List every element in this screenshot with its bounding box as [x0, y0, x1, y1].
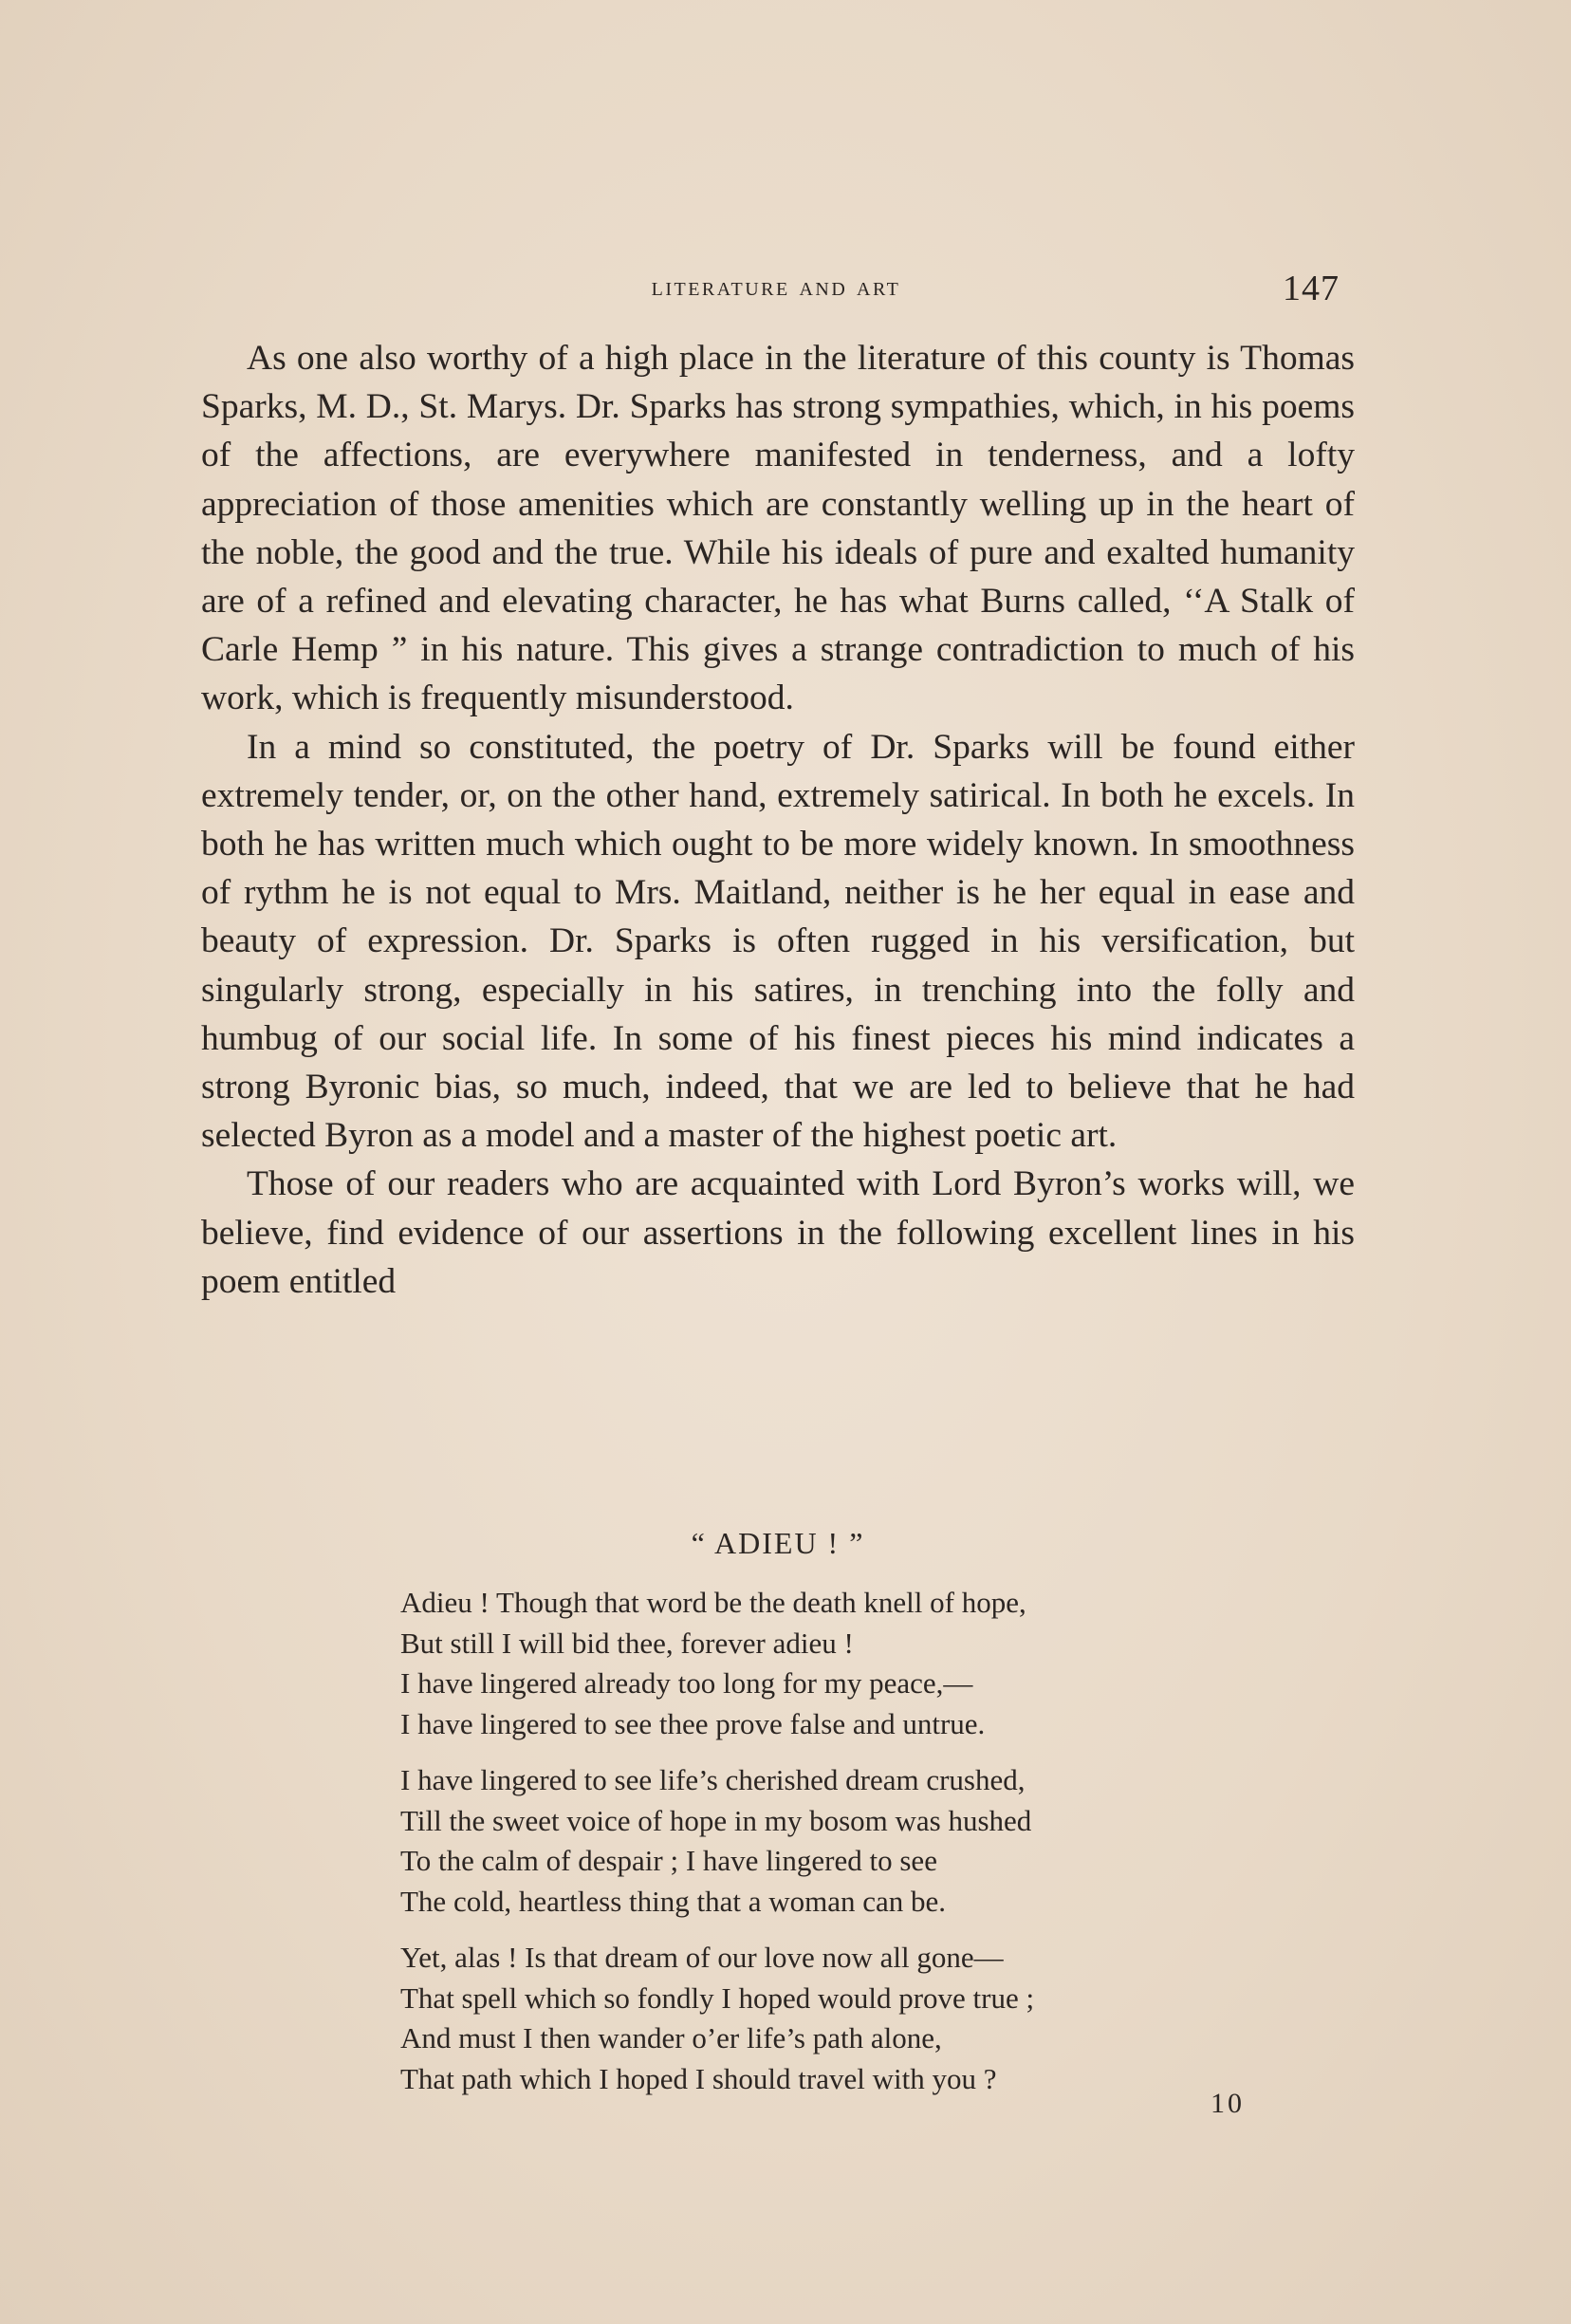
running-head	[201, 268, 1351, 309]
poem-title: “ ADIEU ! ”	[691, 1526, 865, 1560]
paragraph: In a mind so constituted, the poetry of Dr. Sparks will be found either extremely tender, or, on the other hand, extremely satirical. In both he excels. In both he has written much which ought to be more widely known. In smoothness of rythm he is not equal to Mrs. Maitland, neither is he her equal in ease and beauty of expression. Dr. Sparks is often rugged in his versification, but singularly strong, especially in his satires, in trenching into the folly and humbug of our social life. In some of his finest pieces his mind indicates a strong Byronic bias, so much, indeed, that we are led to believe that he had selected Byron as a model and a master of the highest poetic art.	[201, 727, 1355, 1156]
verse-line: And must I then wander o’er life’s path alone,	[400, 2021, 942, 2054]
verse-line: Adieu ! Though that word be the death knell of hope,	[400, 1586, 1026, 1619]
poem	[400, 1583, 1216, 2115]
verse-line: But still I will bid thee, forever adieu !	[400, 1626, 854, 1660]
verse-line: The cold, heartless thing that a woman can be.	[400, 1884, 947, 1918]
poem-stanza	[400, 1760, 1216, 1922]
verse-line: Till the sweet voice of hope in my bosom was hushed	[400, 1803, 1032, 1837]
verse-line: I have lingered to see thee prove false and untrue.	[400, 1706, 986, 1740]
verse-line: To the calm of despair ; I have lingered to see	[400, 1844, 937, 1877]
verse-line: I have lingered to see life’s cherished dream crushed,	[400, 1763, 1026, 1796]
body-text	[201, 334, 1355, 1306]
running-title: literature and art	[651, 271, 901, 302]
signature-mark: 10	[1211, 2088, 1245, 2119]
poem-stanza	[400, 1583, 1216, 1744]
verse-line: I have lingered already too long for my peace,—	[400, 1666, 973, 1700]
verse-line: That spell which so fondly I hoped would prove true ;	[400, 1980, 1035, 2015]
poem-stanza	[400, 1938, 1216, 2099]
page-number: 147	[1283, 269, 1340, 308]
verse-line: Yet, alas ! Is that dream of our love now all gone—	[400, 1941, 1004, 1974]
paragraph: As one also worthy of a high place in the literature of this county is Thomas Sparks, M. D., St. Marys. Dr. Sparks has strong sympathies, which, in his poems of the affections, are everywhere manifested in tenderness, and a lofty appreciation of those amenities which are constantly welling up in the heart of the noble, the good and the true. While his ideals of pure and exalted humanity are of a refined and elevating character, he has what Burns called, ‘‘A Stalk of Carle Hemp ” in his nature. This gives a strange contradiction to much of his work, which is frequently misunderstood.	[201, 339, 1355, 718]
paragraph: Those of our readers who are acquainted with Lord Byron’s works will, we believe, find evidence of our assertions in the following excellent lines in his poem entitled	[201, 1164, 1355, 1301]
verse-line: That path which I hoped I should travel with you ?	[400, 2061, 997, 2095]
